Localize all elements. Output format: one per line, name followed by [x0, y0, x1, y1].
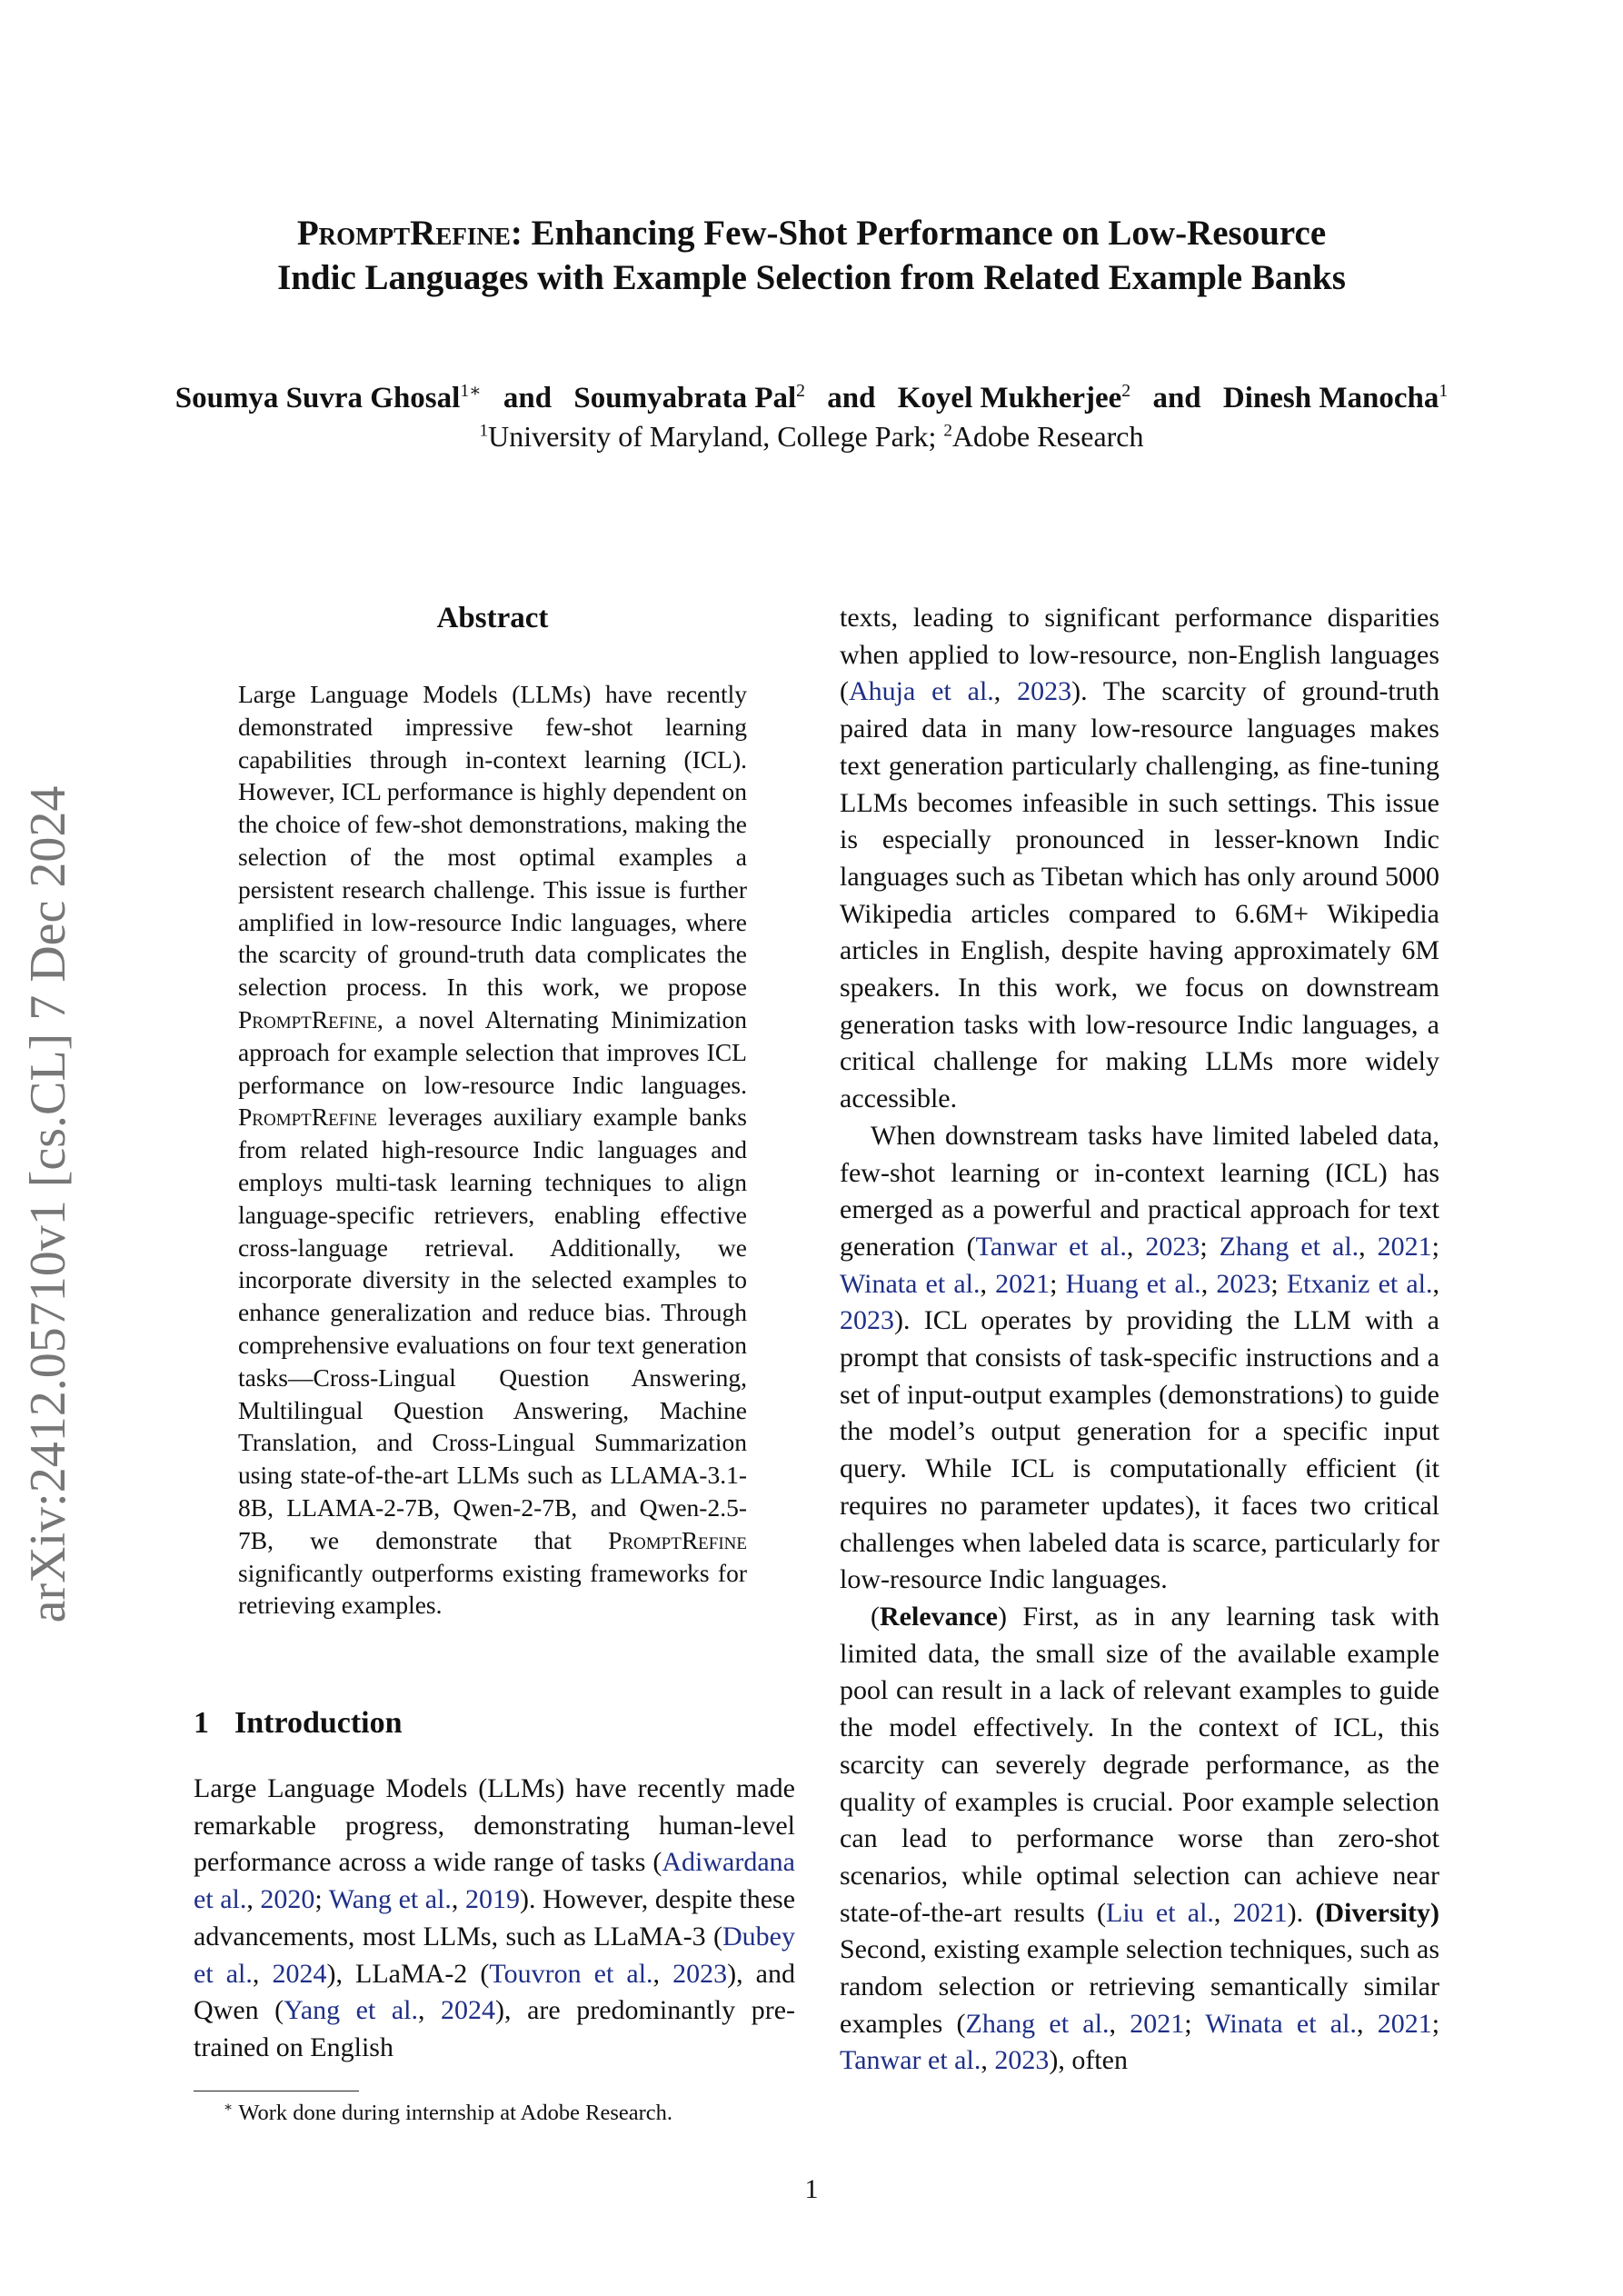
section-title: Introduction	[234, 1706, 403, 1740]
section-heading-introduction	[194, 1705, 403, 1742]
bold-term-diversity: (Diversity)	[1315, 1897, 1439, 1928]
citation-link[interactable]: Etxaniz et al.	[1286, 1268, 1433, 1299]
citation-link[interactable]: Ahuja et al.	[849, 676, 994, 707]
citation-link[interactable]: Dubey et al.	[194, 1921, 795, 1989]
text-segment: ,	[1126, 1231, 1146, 1262]
citation-year-link[interactable]: 2023	[994, 2045, 1050, 2076]
bold-term-relevance: Relevance	[880, 1601, 998, 1632]
citation-year-link[interactable]: 2023	[1145, 1231, 1200, 1262]
title-line-1-rest: : Enhancing Few-Shot Performance on Low-Resource	[510, 214, 1327, 253]
citation-year-link[interactable]: 2019	[464, 1884, 520, 1915]
affiliation-text: Adobe Research	[951, 420, 1144, 453]
affiliation-text: University of Maryland, College Park;	[488, 420, 944, 453]
affiliations	[0, 418, 1623, 454]
page-number: 1	[804, 2174, 819, 2204]
text-segment: ), LLaMA-2 (	[326, 1958, 490, 1989]
text-segment: ,	[1432, 1268, 1440, 1299]
text-segment: Second, existing example selection techniques, such as random selection or retrieving semantically similar examples (	[840, 1934, 1439, 2039]
text-segment: ,	[981, 2045, 995, 2076]
footnote-mark: ∗	[224, 2099, 234, 2115]
abstract-segment: Large Language Models (LLMs) have recently demonstrated impressive few-shot learning capabilities through in-context learning (ICL). However, ICL performance is highly dependent on the choice of few-shot demonstrations, making the selection of the most optimal examples a persistent research challenge. This issue is further amplified in low-resource Indic languages, where the scarcity of ground-truth data complicates the selection process. In this work, we propose	[238, 680, 747, 1002]
text-segment: ) First, as in any learning task with limited data, the small size of the available example pool can result in a lack of relevant examples to guide the model effectively. In the context of ICL, this scarcity can severely degrade performance, as the quality of examples is crucial. Poor example selection can lead to performance worse than zero-shot scenarios, while optimal selection can achieve near state-of-the-art results (	[840, 1601, 1439, 1928]
citation-link[interactable]: Adiwardana et al.	[194, 1847, 795, 1915]
citation-link[interactable]: Winata et al.	[840, 1268, 981, 1299]
text-segment: ,	[451, 1884, 465, 1915]
abstract-heading: Abstract	[436, 602, 549, 634]
author-name: Soumyabrata Pal	[573, 382, 797, 414]
citation-link[interactable]: Liu et al.	[1106, 1897, 1214, 1928]
text-segment: ,	[1213, 1897, 1233, 1928]
text-segment: ). However, despite these advancements, most LLMs, such as LLaMA-3 (	[194, 1884, 796, 1952]
affiliation-mark: 2	[943, 421, 952, 441]
text-segment: ;	[1431, 2008, 1440, 2039]
text-segment: ,	[246, 1884, 261, 1915]
text-segment: ,	[1356, 2008, 1378, 2039]
author-list	[0, 380, 1623, 416]
method-name: PromptRefine	[238, 1103, 377, 1132]
right-column	[840, 600, 1439, 2080]
abstract-text	[238, 678, 747, 1622]
text-segment: Large Language Models (LLMs) have recently made remarkable progress, demonstrating human-level performance across a wide range of tasks (	[194, 1773, 795, 1878]
intro-paragraph	[194, 1771, 795, 2067]
citation-year-link[interactable]: 2024	[272, 1958, 327, 1989]
author-separator: and	[1152, 382, 1201, 414]
text-segment: When downstream tasks have limited labeled data, few-shot learning or in-context learning (ICL) has emerged as a powerful and practical approach for text generation (	[840, 1120, 1439, 1262]
text-segment: ,	[993, 676, 1018, 707]
author-name: Koyel Mukherjee	[897, 382, 1122, 414]
text-segment: ,	[652, 1958, 673, 1989]
affiliation-mark: 1	[479, 421, 489, 441]
text-segment: ).	[1287, 1897, 1316, 1928]
citation-link[interactable]: Touvron et al.	[489, 1958, 653, 1989]
citation-year-link[interactable]: 2023	[672, 1958, 728, 1989]
citation-year-link[interactable]: 2023	[1017, 676, 1072, 707]
citation-link[interactable]: Yang et al.	[284, 1995, 419, 2026]
text-segment: ), are predominantly pre-trained on English	[194, 1995, 796, 2062]
text-segment: ;	[314, 1884, 329, 1915]
citation-year-link[interactable]: 2021	[1377, 1231, 1432, 1262]
text-segment: ,	[418, 1995, 442, 2026]
text-segment: ), and Qwen (	[194, 1958, 796, 2026]
citation-link[interactable]: Tanwar et al.	[840, 2045, 981, 2076]
citation-year-link[interactable]: 2020	[260, 1884, 315, 1915]
author-affiliation-mark: 2	[796, 381, 806, 401]
arxiv-stamp: arXiv:2412.05710v1 [cs.CL] 7 Dec 2024	[20, 785, 76, 1623]
citation-link[interactable]: Tanwar et al.	[975, 1231, 1127, 1262]
citation-year-link[interactable]: 2021	[1232, 1897, 1288, 1928]
citation-link[interactable]: Huang et al.	[1065, 1268, 1201, 1299]
text-segment: ,	[1109, 2008, 1130, 2039]
abstract-segment: significantly outperforms existing frameworks for retrieving examples.	[238, 1558, 747, 1620]
text-segment: ,	[980, 1268, 996, 1299]
citation-year-link[interactable]: 2023	[840, 1305, 894, 1336]
citation-year-link[interactable]: 2021	[1377, 2008, 1432, 2039]
author-separator: and	[827, 382, 876, 414]
citation-year-link[interactable]: 2024	[441, 1995, 496, 2026]
author-name: Soumya Suvra Ghosal	[174, 382, 461, 414]
text-segment: ;	[1200, 1231, 1220, 1262]
citation-year-link[interactable]: 2023	[1216, 1268, 1271, 1299]
citation-link[interactable]: Winata et al.	[1205, 2008, 1357, 2039]
body-paragraph	[840, 600, 1439, 1118]
citation-year-link[interactable]: 2021	[995, 1268, 1050, 1299]
author-affiliation-mark: 1∗	[460, 381, 482, 401]
method-name: PromptRefine	[238, 1004, 377, 1033]
citation-link[interactable]: Wang et al.	[328, 1884, 452, 1915]
author-name: Dinesh Manocha	[1222, 382, 1439, 414]
citation-link[interactable]: Zhang et al.	[1219, 1231, 1359, 1262]
text-segment: ;	[1050, 1268, 1066, 1299]
title-line-2: Indic Languages with Example Selection from Related Example Banks	[277, 258, 1346, 297]
abstract-segment: , a novel Alternating Minimization approach for example selection that improves ICL performance on low-resource Indic languages.	[238, 1004, 747, 1099]
method-name: PromptRefine	[608, 1525, 747, 1554]
body-paragraph	[840, 1118, 1439, 1599]
text-segment: ,	[1200, 1268, 1217, 1299]
author-separator: and	[503, 382, 553, 414]
text-segment: ). ICL operates by providing the LLM with a prompt that consists of task-specific instructions and a set of input-output examples (demonstrations) to guide the model’s output generation for a specific input query. While ICL is computationally efficient (it requires no parameter updates), it faces two critical challenges when labeled data is scarce, particularly for low-resource Indic languages.	[840, 1305, 1439, 1595]
text-segment: ,	[1359, 1231, 1378, 1262]
body-paragraph	[840, 1599, 1439, 2080]
author-affiliation-mark: 1	[1439, 381, 1449, 401]
section-number: 1	[194, 1706, 209, 1740]
abstract-segment: leverages auxiliary example banks from related high-resource Indic languages and employs multi-task learning techniques to align language-specific retrievers, enabling effective cross-language retrieval. Additionally, we incorporate diversity in the selected examples to enhance generalization and reduce bias. Through comprehensive evaluations on four text generation tasks—Cross-Lingual Question Answering, Multilingual Question Answering, Machine Translation, and Cross-Lingual Summarization using state-of-the-art LLMs such as LLAMA-3.1-8B, LLAMA-2-7B, Qwen-2-7B, and Qwen-2.5-7B, we demonstrate that	[238, 1103, 747, 1554]
text-segment: ;	[1270, 1268, 1287, 1299]
text-segment: ), often	[1049, 2045, 1128, 2076]
text-segment: ,	[252, 1958, 273, 1989]
text-segment: ). The scarcity of ground-truth paired data in many low-resource languages makes text generation particularly challenging, as fine-tuning LLMs becomes infeasible in such settings. This issue is especially pronounced in lesser-known Indic languages such as Tibetan which has only around 5000 Wikipedia articles compared to 6.6M+ Wikipedia articles in English, despite having approximately 6M speakers. In this work, we focus on downstream generation tasks with low-resource Indic languages, a critical challenge for making LLMs more widely accessible.	[840, 676, 1439, 1114]
text-segment: ;	[1431, 1231, 1439, 1262]
footnote	[224, 2098, 672, 2129]
citation-year-link[interactable]: 2021	[1130, 2008, 1185, 2039]
citation-link[interactable]: Zhang et al.	[965, 2008, 1110, 2039]
title-method-name: PromptRefine	[296, 214, 511, 253]
footnote-text: Work done during internship at Adobe Research.	[238, 2101, 673, 2125]
text-segment: ;	[1184, 2008, 1206, 2039]
text-segment: (	[871, 1601, 880, 1632]
text-segment: texts, leading to significant performance disparities when applied to low-resource, non-English languages (	[840, 603, 1439, 707]
paper-title	[0, 211, 1623, 300]
author-affiliation-mark: 2	[1121, 381, 1131, 401]
